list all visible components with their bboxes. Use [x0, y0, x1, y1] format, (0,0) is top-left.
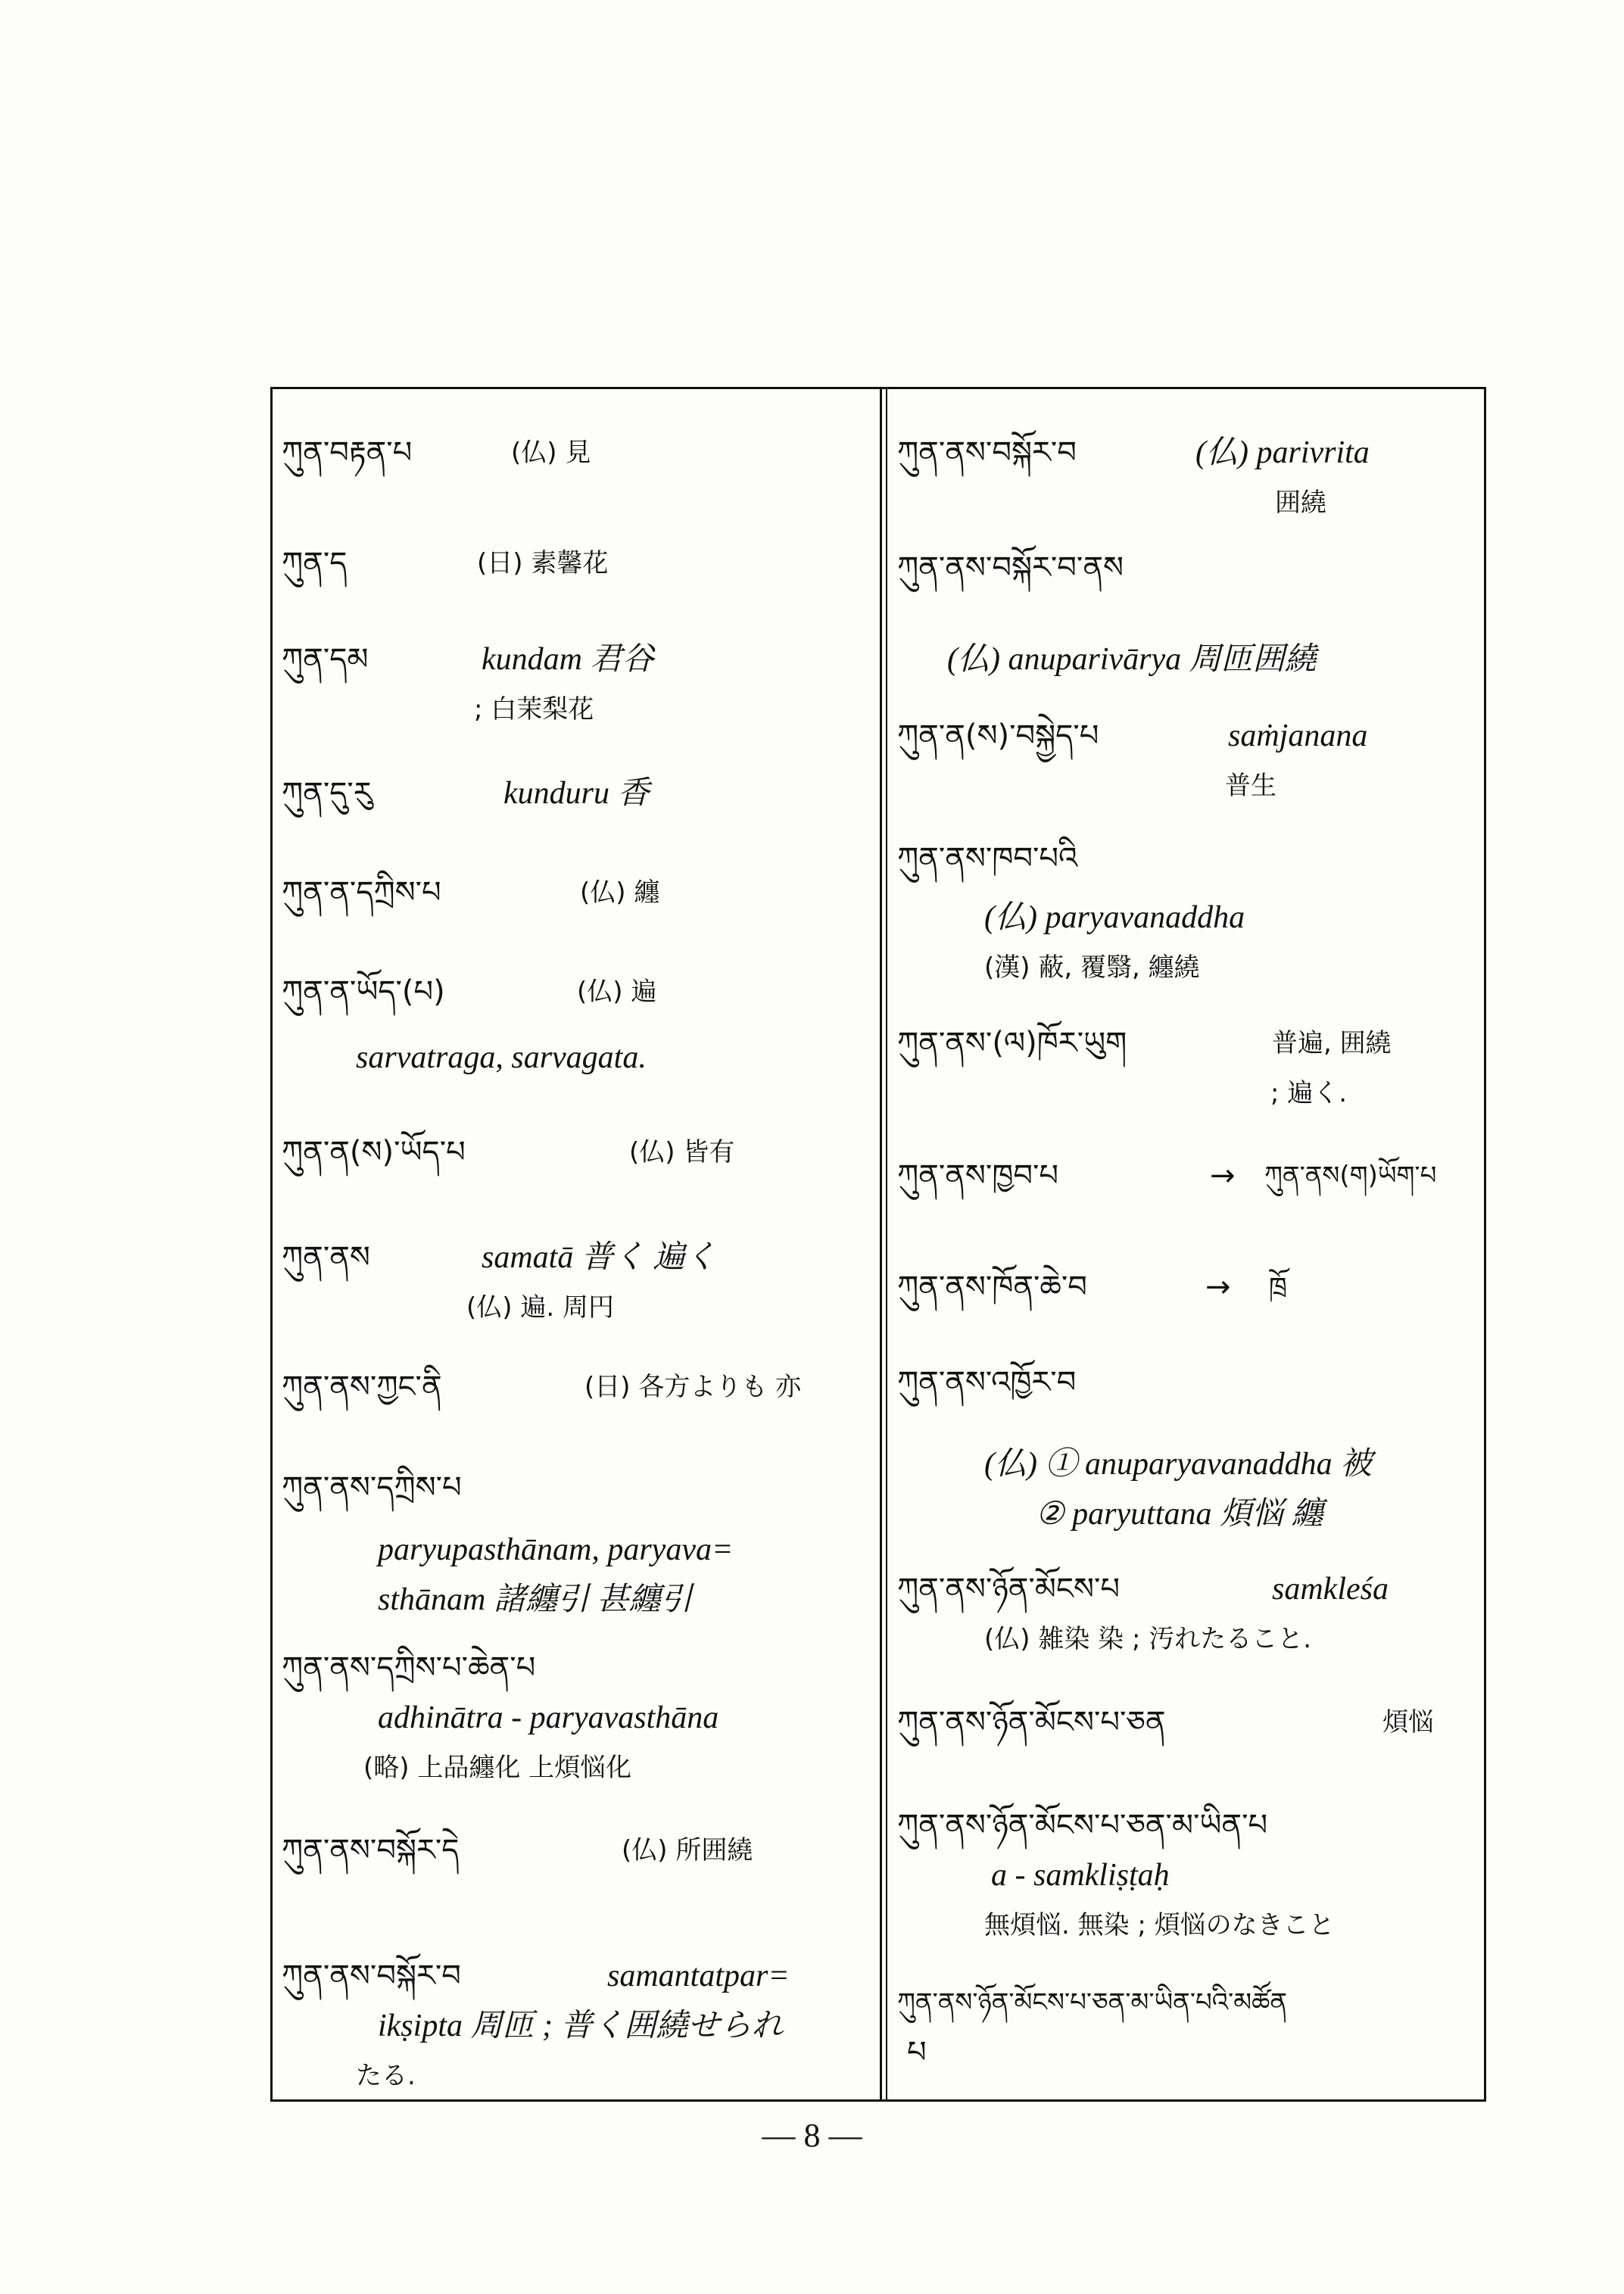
- entry: [897, 1262, 1480, 1312]
- tibetan-headword: ཀུན་ནས་བསྐོར་དེ: [282, 1833, 460, 1868]
- entry: [897, 834, 1480, 993]
- entry: [282, 538, 878, 588]
- entry-line: [897, 428, 1480, 478]
- gloss: (日) 素馨花: [477, 548, 609, 578]
- gloss-continuation: たる.: [356, 2061, 416, 2091]
- column-divider: [886, 387, 887, 2102]
- tibetan-headword: ཀུན་ད: [282, 546, 348, 581]
- cross-reference-arrow: →: [1205, 1270, 1231, 1304]
- entry-line: [282, 868, 878, 918]
- gloss: (仏) parivrita: [1195, 435, 1370, 470]
- entry-line: [897, 834, 1480, 884]
- entry: [897, 1697, 1480, 1747]
- entry: [897, 543, 1480, 684]
- gloss: samantatpar=: [607, 1959, 790, 1993]
- entry-line: [282, 1127, 878, 1177]
- gloss: kunduru 香: [503, 776, 650, 811]
- entry: [282, 868, 878, 918]
- gloss: 普遍, 囲繞: [1272, 1028, 1392, 1058]
- entry-line: [282, 768, 878, 818]
- cross-reference-arrow: →: [1210, 1158, 1236, 1193]
- entry-line: [897, 543, 1480, 593]
- gloss: (日) 各方よりも 亦: [584, 1372, 802, 1402]
- left-column: [274, 389, 878, 2097]
- entry-line: [282, 967, 878, 1017]
- gloss: 煩悩: [1382, 1707, 1434, 1738]
- gloss-continuation: ; 遍く.: [1270, 1078, 1348, 1108]
- entry-line: [282, 1362, 878, 1412]
- page-number: — 8 —: [762, 2117, 862, 2154]
- gloss: (仏) 纏: [580, 877, 660, 908]
- entry: [897, 1357, 1480, 1539]
- gloss-continuation: 囲繞: [1275, 488, 1326, 518]
- tibetan-headword: ཀུན་ནས: [282, 1240, 370, 1275]
- entry: [282, 1951, 878, 2097]
- tibetan-headword: ཀུན་ནས་དཀྲིས་པ་ཆེན་པ: [282, 1650, 536, 1685]
- entry: [897, 1800, 1480, 1950]
- entry: [282, 1643, 878, 1793]
- tibetan-headword: ཀུན་ནས་ཁོན་ཆེ་བ: [897, 1270, 1087, 1304]
- entry-line: [282, 1643, 878, 1693]
- tibetan-headword: ཀུན་ནས་ཁྱབ་པ: [897, 1158, 1058, 1193]
- entry: [282, 1463, 878, 1625]
- gloss-continuation: ② paryuttana 煩悩 纏: [1036, 1497, 1323, 1532]
- gloss-continuation: པ: [907, 2035, 927, 2070]
- column-divider: [880, 387, 882, 2102]
- entry: [282, 1362, 878, 1412]
- entry-line: [282, 1825, 878, 1875]
- tibetan-headword: ཀུན་དམ: [282, 642, 369, 677]
- entry-line: [282, 634, 878, 684]
- entry: [282, 428, 878, 478]
- tibetan-headword: ཀུན་ནས་ཁབ་པའི: [897, 841, 1078, 876]
- entry-line: [897, 1262, 1480, 1312]
- tibetan-headword: ཀུན་ན་དཀྲིས་པ: [282, 875, 441, 910]
- entry-line: [897, 1697, 1480, 1747]
- tibetan-headword: ཀུན་ནས་ཉོན་མོངས་པ་ཅན་མ་ཡིན་པའི་མཚོན: [897, 1987, 1288, 2018]
- tibetan-headword: ཀུན་ནས་(ལ)ཁོར་ཡུག: [897, 1026, 1127, 1061]
- entry-line: [282, 1233, 878, 1283]
- tibetan-headword: ཀུན་ནས་ཉོན་མོངས་པ་ཅན: [897, 1705, 1166, 1740]
- gloss-continuation: paryupasthānam, paryava=: [378, 1532, 734, 1567]
- entry-line: [897, 1357, 1480, 1407]
- gloss: (仏) 所囲繞: [622, 1835, 753, 1865]
- gloss: (仏) 遍: [577, 977, 657, 1007]
- gloss-continuation: 普生: [1225, 771, 1276, 801]
- gloss: (仏) 見: [511, 438, 591, 468]
- gloss-continuation: sthānam 諸纏引 甚纏引: [378, 1582, 693, 1617]
- entry-line: [282, 538, 878, 588]
- entry-line: [897, 1564, 1480, 1614]
- gloss: kundam 君谷: [482, 642, 654, 677]
- gloss: samkleśa: [1272, 1572, 1389, 1607]
- tibetan-headword: ཀུན་ནས་དཀྲིས་པ: [282, 1470, 462, 1505]
- cross-reference-target: ཁྲོ: [1269, 1272, 1287, 1302]
- right-column: [890, 389, 1480, 2097]
- entry-line: [897, 1978, 1480, 2028]
- entry: [897, 711, 1480, 811]
- tibetan-headword: ཀུན་ན(ས)་ཡོད་པ: [282, 1135, 466, 1170]
- tibetan-headword: ཀུན་ནས་བསྐོར་བ: [282, 1959, 461, 1993]
- gloss-continuation: 無煩悩. 無染 ; 煩悩のなきこと: [984, 1910, 1335, 1940]
- gloss-continuation: (仏) 遍. 周円: [466, 1292, 614, 1323]
- cross-reference-target: ཀུན་ནས(ག)ཡོག་པ: [1264, 1161, 1437, 1191]
- entry: [282, 1825, 878, 1875]
- gloss-continuation: ikṣipta 周匝 ; 普く囲繞せられ: [378, 2009, 784, 2043]
- gloss-continuation: (仏) paryavanaddha: [984, 900, 1245, 935]
- tibetan-headword: ཀུན་ནས་ཉོན་མོངས་པ: [897, 1572, 1120, 1607]
- tibetan-headword: ཀུན་བརྟན་པ: [282, 435, 413, 470]
- entry-line: [897, 1018, 1480, 1068]
- gloss-continuation: (漢) 蔽, 覆翳, 纏繞: [984, 952, 1200, 983]
- gloss-continuation: (仏) ① anuparyavanaddha 被: [984, 1447, 1373, 1482]
- tibetan-headword: ཀུན་དུ་རུ: [282, 776, 372, 811]
- entry: [897, 428, 1480, 528]
- entry: [282, 967, 878, 1083]
- gloss-continuation: (略) 上品纏化 上煩悩化: [363, 1753, 632, 1783]
- gloss: samatā 普く 遍く: [482, 1240, 717, 1275]
- entry-line: [282, 1951, 878, 2001]
- entry: [282, 1233, 878, 1332]
- gloss-continuation: (仏) anuparivārya 周匝囲繞: [947, 642, 1317, 677]
- gloss: (仏) 皆有: [629, 1137, 735, 1167]
- tibetan-headword: ཀུན་ནས་ཀྱང་ནི: [282, 1370, 442, 1404]
- tibetan-headword: ཀུན་ན་ཡོད་(པ): [282, 974, 445, 1009]
- entry-line: [282, 428, 878, 478]
- entry: [282, 768, 878, 818]
- entry: [897, 1564, 1480, 1664]
- entry-line: [897, 1800, 1480, 1850]
- gloss: saṁjanana: [1228, 718, 1368, 753]
- entry: [282, 634, 878, 734]
- gloss-continuation: (仏) 雑染 染 ; 汚れたること.: [984, 1624, 1312, 1654]
- gloss-continuation: adhinātra - paryavasthāna: [378, 1700, 719, 1735]
- tibetan-headword: ཀུན་ནས་ཉོན་མོངས་པ་ཅན་མ་ཡིན་པ: [897, 1808, 1268, 1843]
- entry: [282, 1127, 878, 1177]
- entry-line: [897, 1151, 1480, 1201]
- tibetan-headword: ཀུན་ནས་འཁྱོར་བ: [897, 1365, 1077, 1400]
- tibetan-headword: ཀུན་ནས་བསྐོར་བ་ནས: [897, 550, 1124, 585]
- tibetan-headword: ཀུན་ནས་བསྐོར་བ: [897, 435, 1077, 470]
- entry-line: [282, 1463, 878, 1513]
- gloss-continuation: a - samkliṣṭaḥ: [991, 1858, 1170, 1893]
- entry: [897, 1978, 1480, 2077]
- entry-line: [897, 711, 1480, 761]
- entry: [897, 1151, 1480, 1201]
- entry: [897, 1018, 1480, 1118]
- gloss-continuation: sarvatraga, sarvagata.: [356, 1040, 647, 1075]
- gloss-continuation: ; 白茉梨花: [474, 694, 594, 725]
- tibetan-headword: ཀུན་ན(ས)་བསྐྱེད་པ: [897, 718, 1099, 753]
